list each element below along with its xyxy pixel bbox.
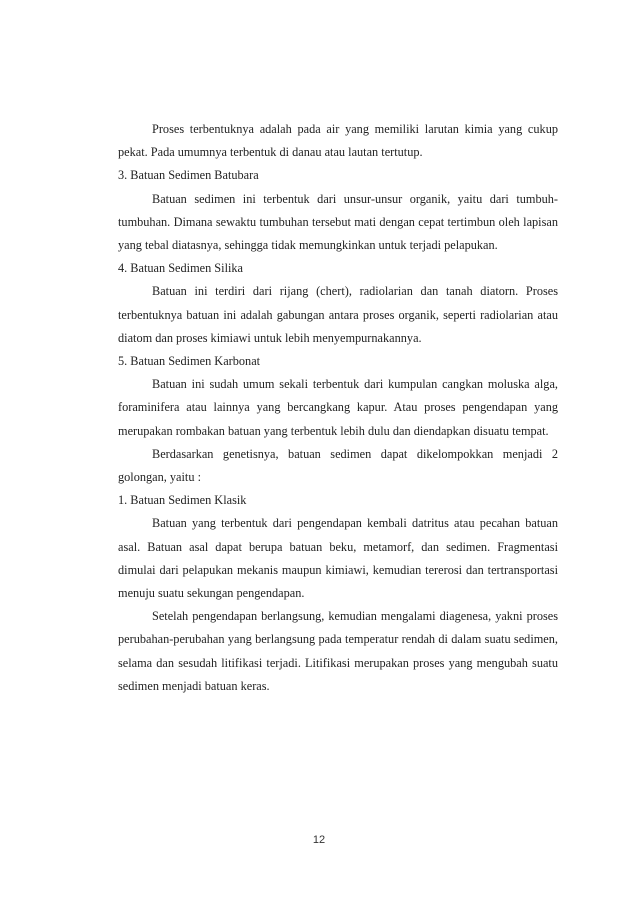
heading-batuan-sedimen-klasik: 1. Batuan Sedimen Klasik (118, 493, 247, 508)
paragraph-karbonat: Batuan ini sudah umum sekali terbentuk dari kumpulan cangkan moluska alga, foraminifera atau lainnya yang bercangkang kapur. Atau proses pengendapan yang merupakan rombakan batuan yang terbentuk lebih dulu dan diendapkan disuatu tempat. (118, 377, 558, 438)
paragraph-proses-terbentuknya: Proses terbentuknya adalah pada air yang memiliki larutan kimia yang cukup pekat. Pada umumnya terbentuk di danau atau lautan tertutup. (118, 122, 558, 160)
paragraph-silika: Batuan ini terdiri dari rijang (chert), radiolarian dan tanah diatorn. Proses terbentuknya batuan ini adalah gabungan antara proses organik, seperti radiolarian atau diatom dan proses kimiawi untuk lebih menyempurnakannya. (118, 284, 558, 345)
heading-batuan-sedimen-batubara: 3. Batuan Sedimen Batubara (118, 168, 259, 183)
paragraph-batubara: Batuan sedimen ini terbentuk dari unsur-unsur organik, yaitu dari tumbuh-tumbuhan. Dimana sewaktu tumbuhan tersebut mati dengan cepat tertimbun oleh lapisan yang tebal diatasnya, sehingga tidak memungkinkan untuk terjadi pelapukan. (118, 191, 558, 253)
paragraph-klasik: Batuan yang terbentuk dari pengendapan kembali datritus atau pecahan batuan asal. Batuan asal dapat berupa batuan beku, metamorf, dan sedimen. Fragmentasi dimulai dari pelapukan mekanis maupun kimiawi, kemudian tererosi dan tertransportasi menuju suatu sekungan pengendapan. (118, 516, 558, 601)
paragraph-diagenesa: Setelah pengendapan berlangsung, kemudian mengalami diagenesa, yakni proses perubahan-perubahan yang berlangsung pada temperatur rendah di dalam suatu sedimen, selama dan sesudah litifikasi terjadi. Litifikasi merupakan proses yang mengubah suatu sedimen menjadi batuan keras. (118, 609, 558, 693)
page-body (118, 118, 558, 698)
heading-batuan-sedimen-karbonat: 5. Batuan Sedimen Karbonat (118, 354, 261, 369)
heading-batuan-sedimen-silika: 4. Batuan Sedimen Silika (118, 261, 244, 276)
page-number: 12 (312, 834, 326, 846)
paragraph-genetis: Berdasarkan genetisnya, batuan sedimen dapat dikelompokkan menjadi 2 golongan, yaitu : (118, 446, 558, 485)
